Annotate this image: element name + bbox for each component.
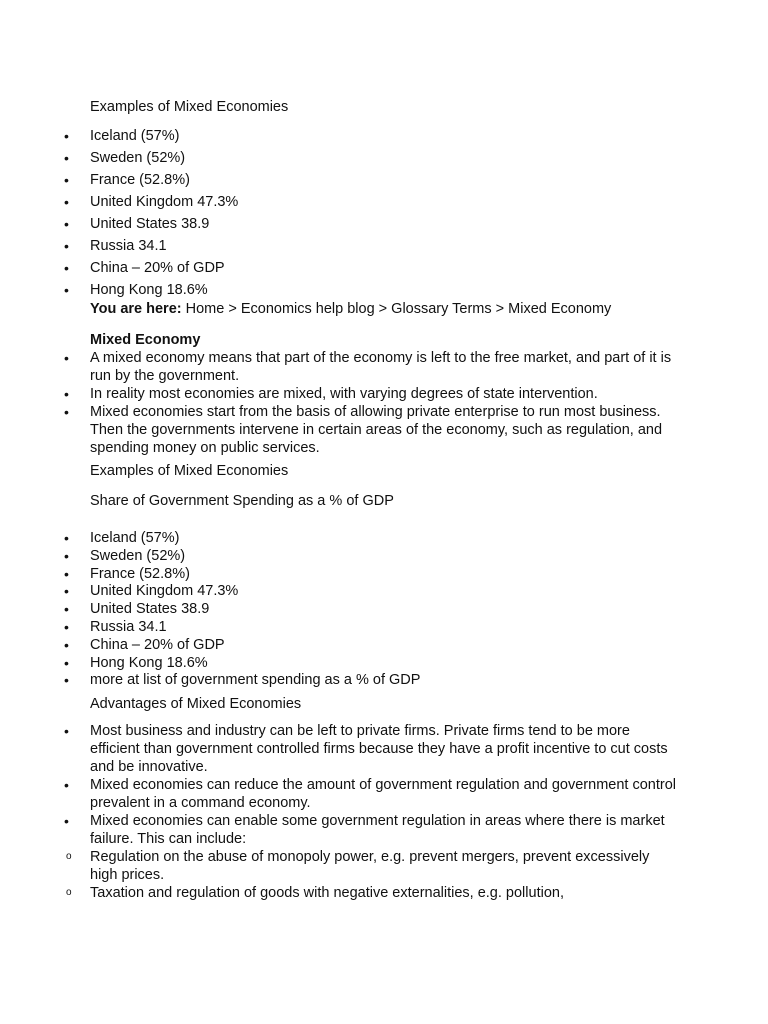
list-item: • Hong Kong 18.6% — [0, 654, 680, 672]
list-item: • Iceland (57%) — [0, 127, 680, 149]
list-item: • Mixed economies can enable some government regulation in areas where there is market failure. This can include: — [0, 812, 680, 848]
list-item: • A mixed economy means that part of the economy is left to the free market, and part of it is run by the government. — [0, 349, 680, 385]
advantages-heading: Advantages of Mixed Economies — [90, 696, 302, 712]
list-item: • Sweden (52%) — [0, 149, 680, 171]
list-item: • Iceland (57%) — [0, 529, 680, 547]
list-item: • Russia 34.1 — [0, 237, 680, 259]
list-item: • United Kingdom 47.3% — [0, 582, 680, 600]
list-item: • France (52.8%) — [0, 565, 680, 583]
breadcrumb-path[interactable]: Home > Economics help blog > Glossary Terms > Mixed Economy — [185, 301, 612, 317]
list-item: • China – 20% of GDP — [0, 259, 680, 281]
list-item: • France (52.8%) — [0, 171, 680, 193]
list-item: • Mixed economies start from the basis of allowing private enterprise to run most business. Then the governments intervene in certain areas of the economy, such as regulation, and spending money on public services. — [0, 403, 680, 457]
list-item: • United States 38.9 — [0, 600, 680, 618]
sub-list-item: o Regulation on the abuse of monopoly power, e.g. prevent mergers, prevent excessively high prices. — [0, 848, 680, 884]
examples-list — [0, 529, 680, 689]
advantages-list — [0, 722, 680, 902]
list-item: • Most business and industry can be left to private firms. Private firms tend to be more efficient than government controlled firms because they have a profit incentive to cut costs and be innovative. — [0, 722, 680, 776]
sub-list-item: o Taxation and regulation of goods with negative externalities, e.g. pollution, — [0, 884, 680, 902]
breadcrumb — [90, 300, 611, 318]
definition-heading: Mixed Economy — [90, 332, 201, 348]
list-item: • In reality most economies are mixed, with varying degrees of state intervention. — [0, 385, 680, 403]
breadcrumb-label: You are here: — [90, 301, 182, 317]
examples-subheading: Share of Government Spending as a % of GDP — [90, 493, 394, 509]
intro-heading: Examples of Mixed Economies — [90, 99, 289, 115]
list-item: • Sweden (52%) — [0, 547, 680, 565]
list-item: • Mixed economies can reduce the amount of government regulation and government control prevalent in a command economy. — [0, 776, 680, 812]
list-item: • United States 38.9 — [0, 215, 680, 237]
list-item: • Russia 34.1 — [0, 618, 680, 636]
definition-list — [0, 349, 680, 457]
list-item: • Hong Kong 18.6% — [0, 281, 680, 303]
list-item: • China – 20% of GDP — [0, 636, 680, 654]
intro-list — [0, 127, 680, 303]
list-item: • United Kingdom 47.3% — [0, 193, 680, 215]
list-item-more-link[interactable]: • more at list of government spending as a % of GDP — [0, 671, 680, 689]
examples-heading: Examples of Mixed Economies — [90, 463, 289, 479]
